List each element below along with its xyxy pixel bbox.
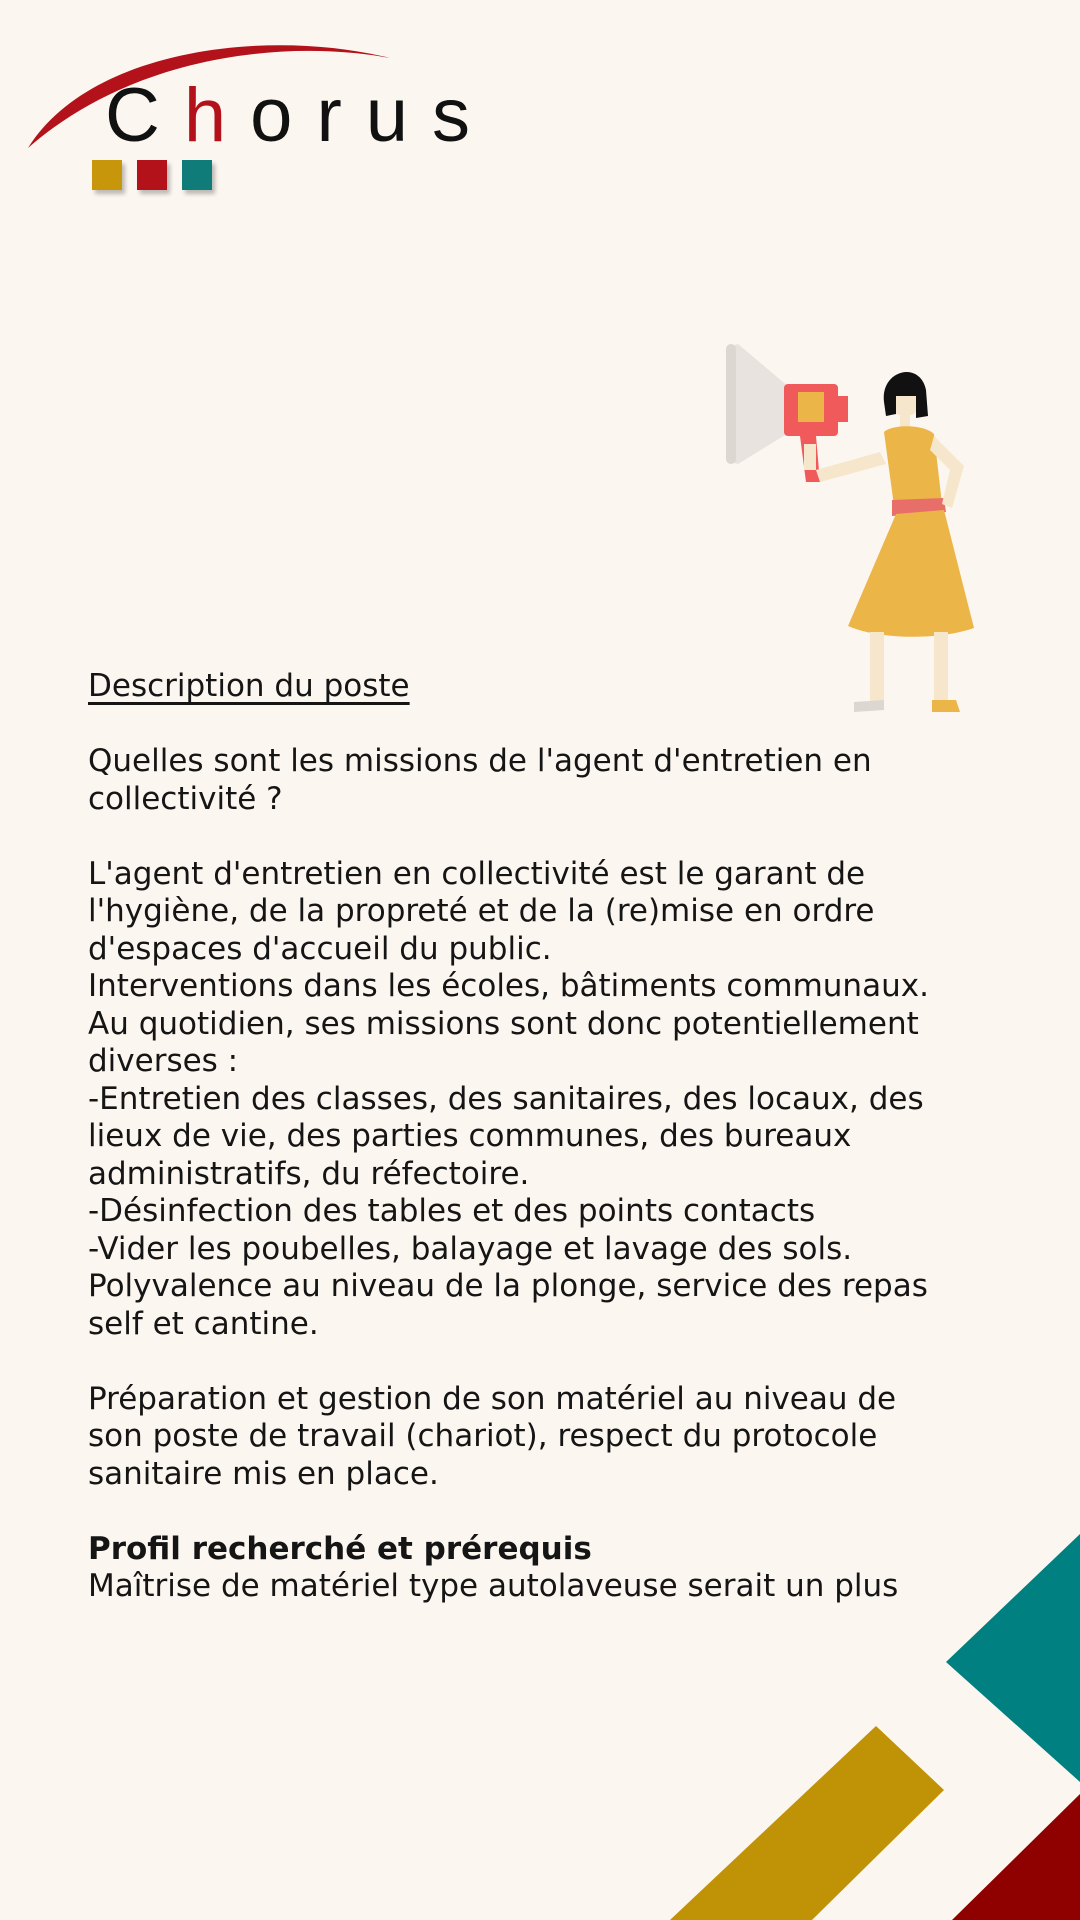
mission-item: lieux de vie, des parties communes, des bureaux bbox=[88, 1118, 852, 1154]
mustard-stripe bbox=[670, 1726, 944, 1920]
logo-text-rest: orus bbox=[250, 73, 495, 158]
profile-text: Maîtrise de matériel type autolaveuse serait un plus bbox=[88, 1568, 899, 1604]
question-line-2: collectivité ? bbox=[88, 780, 283, 817]
mission-item: administratifs, du réfectoire. bbox=[88, 1155, 530, 1192]
intro-line: L'agent d'entretien en collectivité est le garant de bbox=[88, 855, 866, 892]
mission-item: -Désinfection des tables et des points contacts bbox=[88, 1193, 816, 1229]
preparation-line: son poste de travail (chariot), respect du protocole bbox=[88, 1418, 878, 1454]
mission-item: -Vider les poubelles, balayage et lavage des sols. bbox=[88, 1230, 853, 1267]
intro-line: Polyvalence au niveau de la plonge, service des repas bbox=[88, 1268, 928, 1304]
profile-title: Profil recherché et prérequis bbox=[88, 1530, 592, 1567]
intro-line: self et cantine. bbox=[88, 1305, 319, 1342]
logo-text-accent: h bbox=[183, 73, 251, 158]
section-title: Description du poste bbox=[88, 668, 410, 704]
logo-text-first: C bbox=[105, 73, 184, 158]
intro-line: Interventions dans les écoles, bâtiments communaux. bbox=[88, 968, 929, 1004]
preparation-line: Préparation et gestion de son matériel au niveau de bbox=[88, 1380, 897, 1417]
question-line-1: Quelles sont les missions de l'agent d'entretien en bbox=[88, 743, 872, 779]
teal-triangle bbox=[946, 1534, 1080, 1782]
intro-line: diverses : bbox=[88, 1043, 239, 1079]
intro-line: l'hygiène, de la propreté et de la (re)mise en ordre bbox=[88, 893, 875, 929]
preparation-line: sanitaire mis en place. bbox=[88, 1455, 439, 1492]
dark-red-triangle bbox=[952, 1794, 1080, 1920]
intro-line: d'espaces d'accueil du public. bbox=[88, 930, 552, 967]
intro-line: Au quotidien, ses missions sont donc potentiellement bbox=[88, 1005, 919, 1042]
mission-item: -Entretien des classes, des sanitaires, des locaux, des bbox=[88, 1080, 924, 1117]
